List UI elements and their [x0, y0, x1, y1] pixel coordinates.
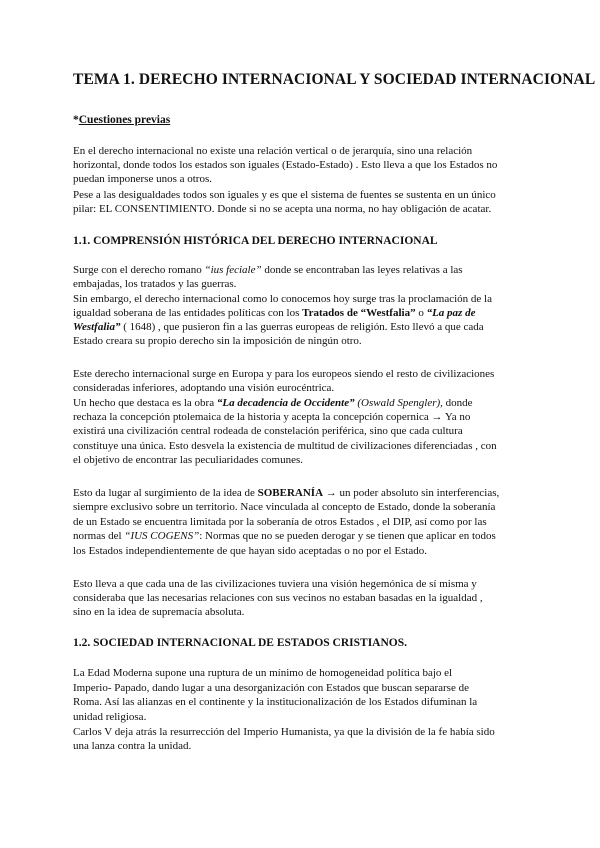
paragraph-line: el objetivo de encontrar las peculiaridades comunes.	[73, 454, 303, 466]
text-run: Surge con el derecho romano	[73, 264, 205, 276]
paragraph-line: Este derecho internacional surge en Europa y para los europeos siendo el resto de civilizaciones	[73, 368, 495, 380]
paragraph-line	[73, 263, 463, 277]
text-run: → un poder absoluto sin interferencias,	[323, 487, 500, 499]
paragraph-line	[73, 486, 499, 500]
text-run: donde	[442, 397, 473, 409]
text-run: : Normas que no se pueden derogar y se tienen que aplicar en todos	[199, 530, 496, 542]
paragraph-line: Carlos V deja atrás la resurrección del Imperio Humanista, ya que la división de la fe había sido	[73, 726, 495, 738]
paragraph-line: Estado creara su propio derecho sin la imposición de ningún otro.	[73, 335, 362, 347]
paragraph-line: puedan imponerse unos a otros.	[73, 173, 212, 185]
paragraph-line: pilar: EL CONSENTIMIENTO. Donde si no se acepta una norma, no hay obligación de acatar.	[73, 203, 492, 215]
paragraph-line: los Estados independientemente de que hayan sido aceptadas o no por el Estado.	[73, 545, 428, 557]
paragraph-line: La Edad Moderna supone una ruptura de un mínimo de homogeneidad política bajo el	[73, 667, 453, 679]
bold-italic-term: Westfalia”	[73, 321, 121, 333]
bold-term: SOBERANÍA	[257, 487, 324, 499]
italic-term: “ius feciale”	[204, 264, 262, 276]
paragraph-line	[73, 320, 484, 334]
section-heading-1-1: 1.1. COMPRENSIÓN HISTÓRICA DEL DERECHO INTERNACIONAL	[73, 235, 438, 247]
paragraph-line: Roma. Así las alianzas en el continente y la institucionalización de los Estados difuminan la	[73, 696, 478, 708]
paragraph-line: consideradas inferiores, adoptando una visión eurocéntrica.	[73, 382, 335, 394]
text-run: Un hecho que destaca es la obra	[73, 397, 217, 409]
paragraph-line: existirá una civilización central rodeada de constelación periférica, sino que cada cultura	[73, 425, 463, 437]
author-name: (Oswald Spengler),	[357, 397, 443, 409]
subtitle-previous-questions	[73, 114, 170, 126]
paragraph-line: En el derecho internacional no existe una relación vertical o de jerarquía, sino una relación	[73, 145, 473, 157]
paragraph-line	[73, 396, 473, 410]
paragraph-line: unidad religiosa.	[73, 711, 147, 723]
paragraph-line: Esto lleva a que cada una de las civilizaciones tuviera una visión hegemónica de sí misma y	[73, 578, 477, 590]
text-run: o	[415, 307, 427, 319]
paragraph-line: de un Estado se encuentra limitada por la soberanía de otros Estados , el DIP, así como por las	[73, 516, 487, 528]
paragraph-line	[73, 529, 496, 543]
document-title: TEMA 1. DERECHO INTERNACIONAL Y SOCIEDAD INTERNACIONAL	[73, 71, 596, 88]
subtitle-text: Cuestiones previas	[78, 114, 171, 126]
subtitle-star: *	[73, 114, 79, 126]
bold-italic-term: “La paz de	[426, 307, 476, 319]
paragraph-line: rechaza la concepción ptolemaica de la historia y acepta la concepción copernica → Ya no	[73, 411, 471, 423]
paragraph-line: Imperio- Papado, dando lugar a una desorganización con Estados que buscan separarse de	[73, 682, 469, 694]
paragraph-line: siempre exclusivo sobre un territorio. Nace vinculada al concepto de Estado, donde la soberanía	[73, 501, 496, 513]
text-run: donde se encontraban las leyes relativas a las	[261, 264, 463, 276]
paragraph-line: Pese a las desigualdades todos son iguales y es que el sistema de fuentes se sustenta en un único	[73, 189, 496, 201]
paragraph-line: embajadas, los tratados y las guerras.	[73, 278, 237, 290]
text-run: ( 1648) , que pusieron fin a las guerras europeas de religión. Esto llevó a que cada	[120, 321, 484, 333]
paragraph-line: consideraba que las necesarias relaciones con sus vecinos no estaban basadas en la igualdad ,	[73, 592, 483, 604]
paragraph-line: Sin embargo, el derecho internacional como lo conocemos hoy surge tras la proclamación de la	[73, 293, 492, 305]
paragraph-line	[73, 306, 475, 320]
text-run: normas del	[73, 530, 125, 542]
section-heading-1-2: 1.2. SOCIEDAD INTERNACIONAL DE ESTADOS CRISTIANOS.	[73, 637, 407, 649]
italic-term: “IUS COGENS”	[124, 530, 200, 542]
paragraph-line: sino en la idea de supremacía absoluta.	[73, 606, 245, 618]
paragraph-line: una lanza contra la unidad.	[73, 740, 192, 752]
text-run: Esto da lugar al surgimiento de la idea de	[73, 487, 258, 499]
text-run: igualdad soberana de las entidades políticas con los	[73, 307, 303, 319]
paragraph-line: horizontal, donde todos los estados son iguales (Estado-Estado) . Esto lleva a que los Estados no	[73, 159, 498, 171]
book-title: “La decadencia de Occidente”	[216, 397, 355, 409]
paragraph-line: constituye una única. Esto desvela la existencia de multitud de civilizaciones diferenciadas , con	[73, 440, 497, 452]
bold-term: Tratados de “Westfalia”	[302, 307, 416, 319]
